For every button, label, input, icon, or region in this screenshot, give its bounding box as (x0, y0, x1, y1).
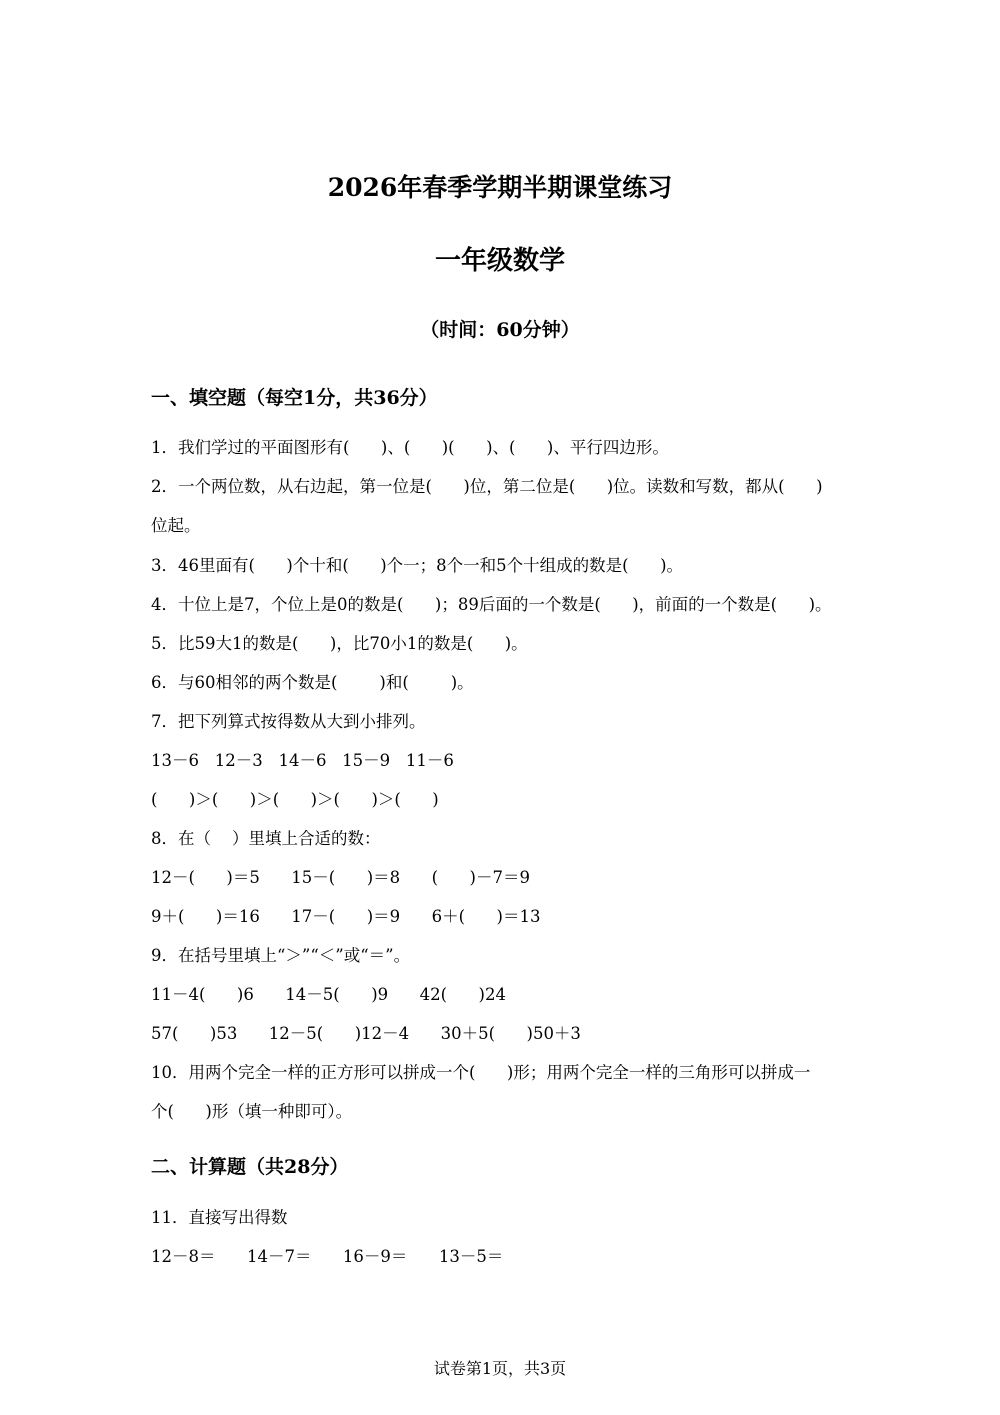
question-line: 11．直接写出得数 (151, 1208, 288, 1227)
exam-title: 2026年春季学期半期课堂练习 (327, 173, 673, 202)
question-line: 6．与60相邻的两个数是( )和( )。 (151, 673, 474, 692)
question-line: 5．比59大1的数是( )，比70小1的数是( )。 (151, 634, 528, 653)
question-line: 11－4( )6 14－5( )9 42( )24 (151, 985, 506, 1004)
question-line: 13－6 12－3 14－6 15－9 11－6 (151, 751, 454, 770)
question-line: 3．46里面有( )个十和( )个一；8个一和5个十组成的数是( )。 (151, 556, 684, 575)
exam-subject: 一年级数学 (434, 246, 565, 276)
question-line: 7．把下列算式按得数从大到小排列。 (151, 712, 426, 731)
question-line: 12－8＝ 14－7＝ 16－9＝ 13－5＝ (151, 1247, 504, 1266)
question-line: 个( )形（填一种即可）。 (151, 1102, 353, 1121)
question-line: 2．一个两位数，从右边起，第一位是( )位，第二位是( )位。读数和写数，都从( ) (151, 477, 823, 496)
question-line: 8．在（ ）里填上合适的数： (151, 829, 381, 848)
page-footer: 试卷第1页，共3页 (433, 1359, 567, 1378)
question-line: 12－( )＝5 15－( )＝8 ( )－7＝9 (151, 868, 530, 887)
section-heading-calculation: 二、计算题（共28分） (151, 1156, 349, 1178)
section-heading-fill-in: 一、填空题（每空1分，共36分） (151, 387, 438, 409)
question-line: 位起。 (151, 516, 201, 535)
question-line: 9．在括号里填上“＞”“＜”或“＝”。 (151, 946, 411, 965)
question-line: 1．我们学过的平面图形有( )、( )( )、( )、平行四边形。 (151, 438, 669, 457)
question-line: 57( )53 12－5( )12－4 30＋5( )50＋3 (151, 1024, 581, 1043)
question-line: 10．用两个完全一样的正方形可以拼成一个( )形；用两个完全一样的三角形可以拼成一 (151, 1063, 811, 1082)
exam-time: （时间：60分钟） (420, 319, 580, 341)
question-line: 9＋( )＝16 17－( )＝9 6＋( )＝13 (151, 907, 541, 926)
question-line: ( )＞( )＞( )＞( )＞( ) (151, 790, 439, 809)
question-line: 4．十位上是7，个位上是0的数是( )；89后面的一个数是( )，前面的一个数是( )。 (151, 595, 832, 614)
